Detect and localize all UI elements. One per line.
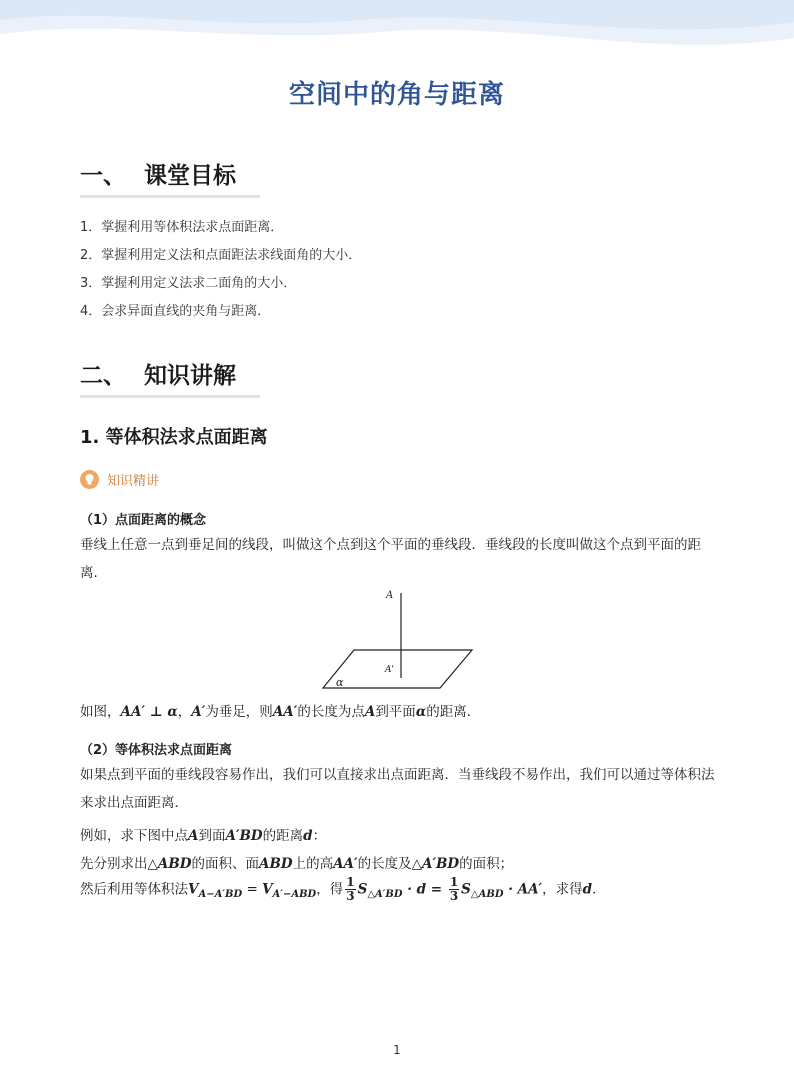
section-number: 一、	[80, 163, 126, 189]
section-underline	[80, 195, 260, 198]
document-title: 空间中的角与距离	[288, 80, 505, 110]
fraction-one-third: $\frac{1}{3}$	[449, 875, 459, 903]
section-heading-knowledge	[80, 357, 236, 390]
example-line: 例如，求下图中点A到面A′BD的距离d：	[80, 828, 327, 844]
page-number: 1	[393, 1043, 401, 1057]
section-underline	[80, 395, 260, 398]
point-label-a: A	[386, 590, 394, 601]
knowledge-badge	[80, 470, 159, 489]
step2-line: 然后利用等体积法$V_{A-A'BD} = V_{A'-ABD}$，得 $\frac{1}{3}$ $S_{\triangle A'BD} \cdot d$ = $\frac{1}{3}$ $S_{\triangle ABD} \cdot AA'$，求得d．	[80, 875, 606, 903]
step1-line: 先分别求出△ABD的面积、面ABD上的高AA′的长度及△A′BD的面积；	[80, 856, 514, 872]
perpendicular-plane-figure	[320, 588, 480, 692]
part1-heading: （1）点面距离的概念	[80, 513, 207, 528]
part2-heading: （2）等体积法求点面距离	[80, 743, 233, 758]
section-title: 课堂目标	[144, 163, 236, 189]
goal-item: 2．掌握利用定义法和点面距法求线面角的大小．	[80, 248, 362, 263]
plane-label-alpha: α	[336, 676, 344, 689]
goal-item: 3．掌握利用定义法求二面角的大小．	[80, 276, 297, 291]
figure-explanation: 如图，AA′ ⊥ α，A′为垂足，则AA′的长度为点A到平面α的距离．	[80, 704, 481, 720]
plane-shape	[323, 650, 472, 688]
part2-text: 如果点到平面的垂线段容易作出，我们可以直接求出点面距离．当垂线段不易作出，我们可以通过等体积法来求出点面距离．	[80, 767, 715, 811]
section-heading-goals	[80, 157, 236, 190]
fraction-one-third: $\frac{1}{3}$	[346, 875, 355, 903]
lightbulb-icon	[80, 470, 99, 489]
point-label-a-prime: A'	[385, 665, 394, 675]
section-number: 二、	[80, 363, 126, 389]
goal-item: 4．会求异面直线的夹角与距离．	[80, 304, 271, 319]
part1-text: 垂线上任意一点到垂足间的线段，叫做这个点到这个平面的垂线段．垂线段的长度叫做这个点到平面的距离．	[80, 537, 701, 581]
goal-item: 1．掌握利用等体积法求点面距离．	[80, 220, 284, 235]
header-wave-decoration	[0, 0, 794, 70]
section-title: 知识讲解	[144, 363, 236, 389]
badge-label: 知识精讲	[107, 474, 160, 489]
subsection-title: 1. 等体积法求点面距离	[80, 427, 268, 448]
